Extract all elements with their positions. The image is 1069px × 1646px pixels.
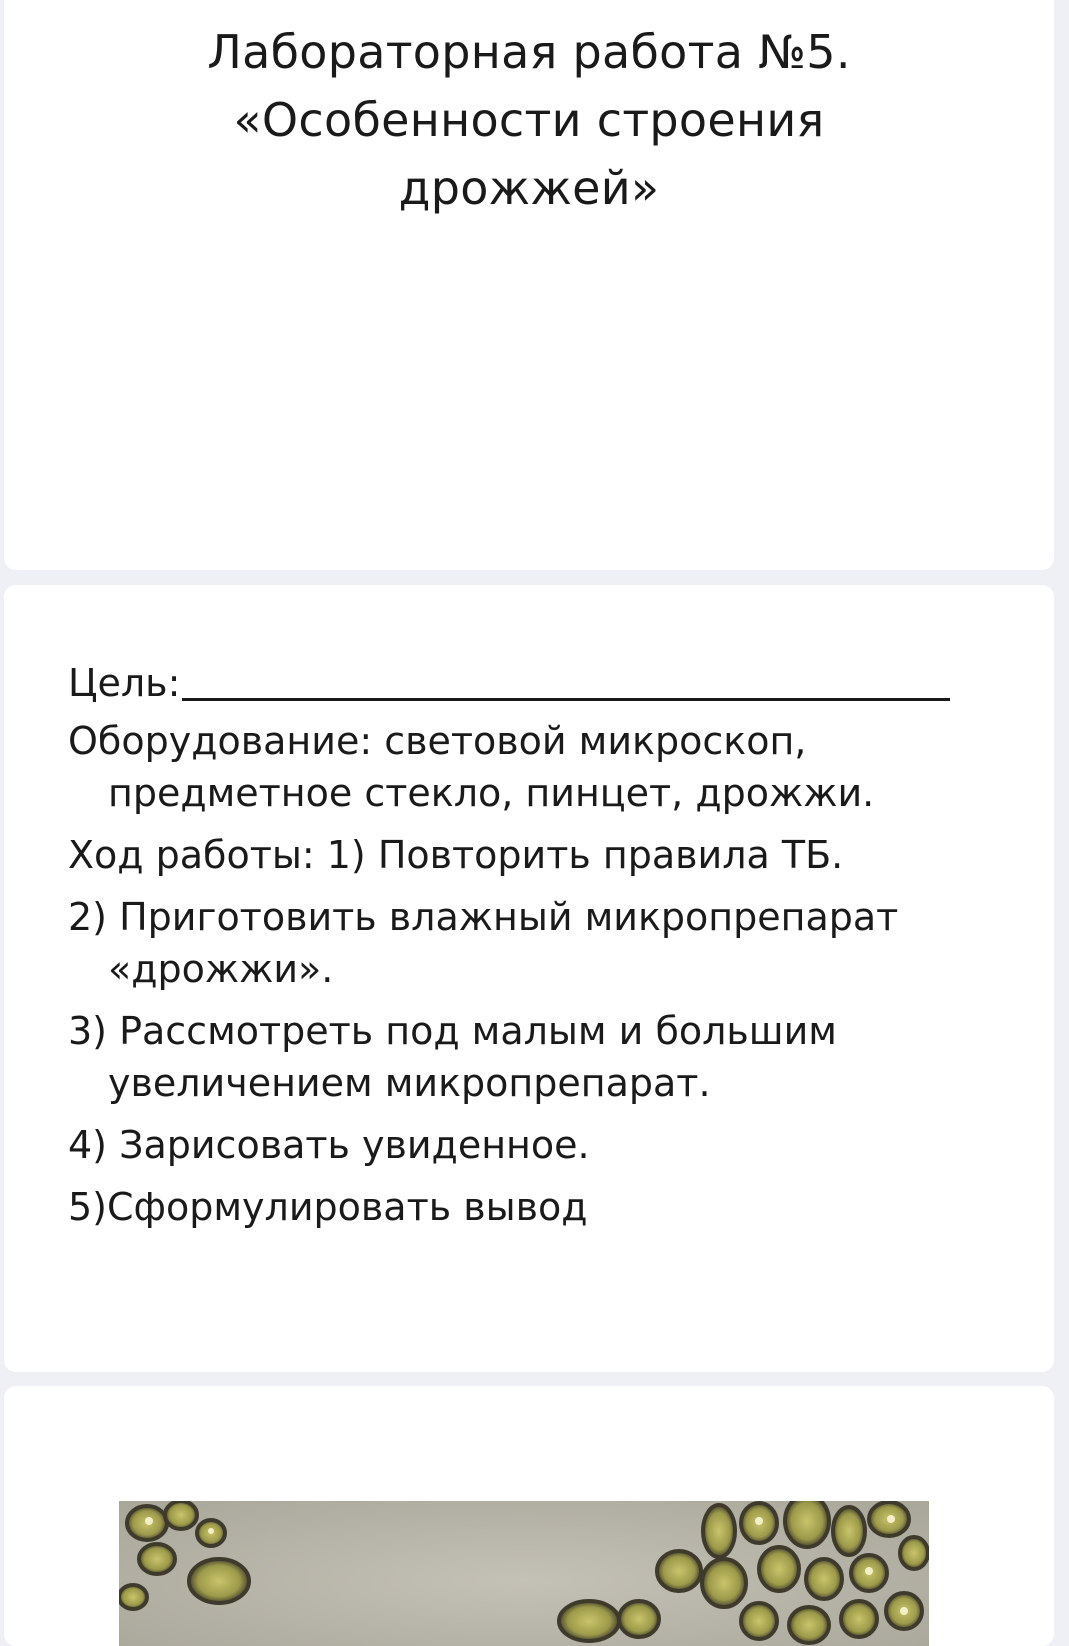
page-title xyxy=(4,18,1054,222)
goal-row xyxy=(68,657,1018,709)
step-3-line-1: 3) Рассмотреть под малым и большим xyxy=(68,1009,837,1053)
step-3-line-2: увеличением микропрепарат. xyxy=(108,1061,711,1105)
procedure-paragraph xyxy=(68,829,1018,881)
step-2-line-2: «дрожжи». xyxy=(108,947,334,991)
procedure-line: Ход работы: 1) Повторить правила ТБ. xyxy=(68,833,844,877)
image-card xyxy=(4,1386,1054,1646)
goal-blank-line xyxy=(182,662,950,701)
title-line-1: Лабораторная работа №5. xyxy=(207,25,851,79)
title-card xyxy=(4,0,1054,570)
step-5-text: 5)Сформулировать вывод xyxy=(68,1185,588,1229)
yeast-micrograph-image xyxy=(119,1501,929,1646)
title-line-3: дрожжей» xyxy=(398,161,660,215)
goal-label: Цель: xyxy=(68,661,181,705)
content-card xyxy=(4,585,1054,1372)
equipment-paragraph xyxy=(68,715,1018,819)
step-5 xyxy=(68,1181,1018,1233)
lab-content xyxy=(68,657,1018,1243)
equipment-line-2: предметное стекло, пинцет, дрожжи. xyxy=(108,771,875,815)
step-2 xyxy=(68,891,1018,995)
step-2-line-1: 2) Приготовить влажный микропрепарат xyxy=(68,895,899,939)
title-line-2: «Особенности строения xyxy=(233,93,825,147)
step-4 xyxy=(68,1119,1018,1171)
step-4-text: 4) Зарисовать увиденное. xyxy=(68,1123,590,1167)
equipment-line-1: Оборудование: световой микроскоп, xyxy=(68,719,807,763)
micrograph-drawing xyxy=(119,1501,929,1646)
step-3 xyxy=(68,1005,1018,1109)
